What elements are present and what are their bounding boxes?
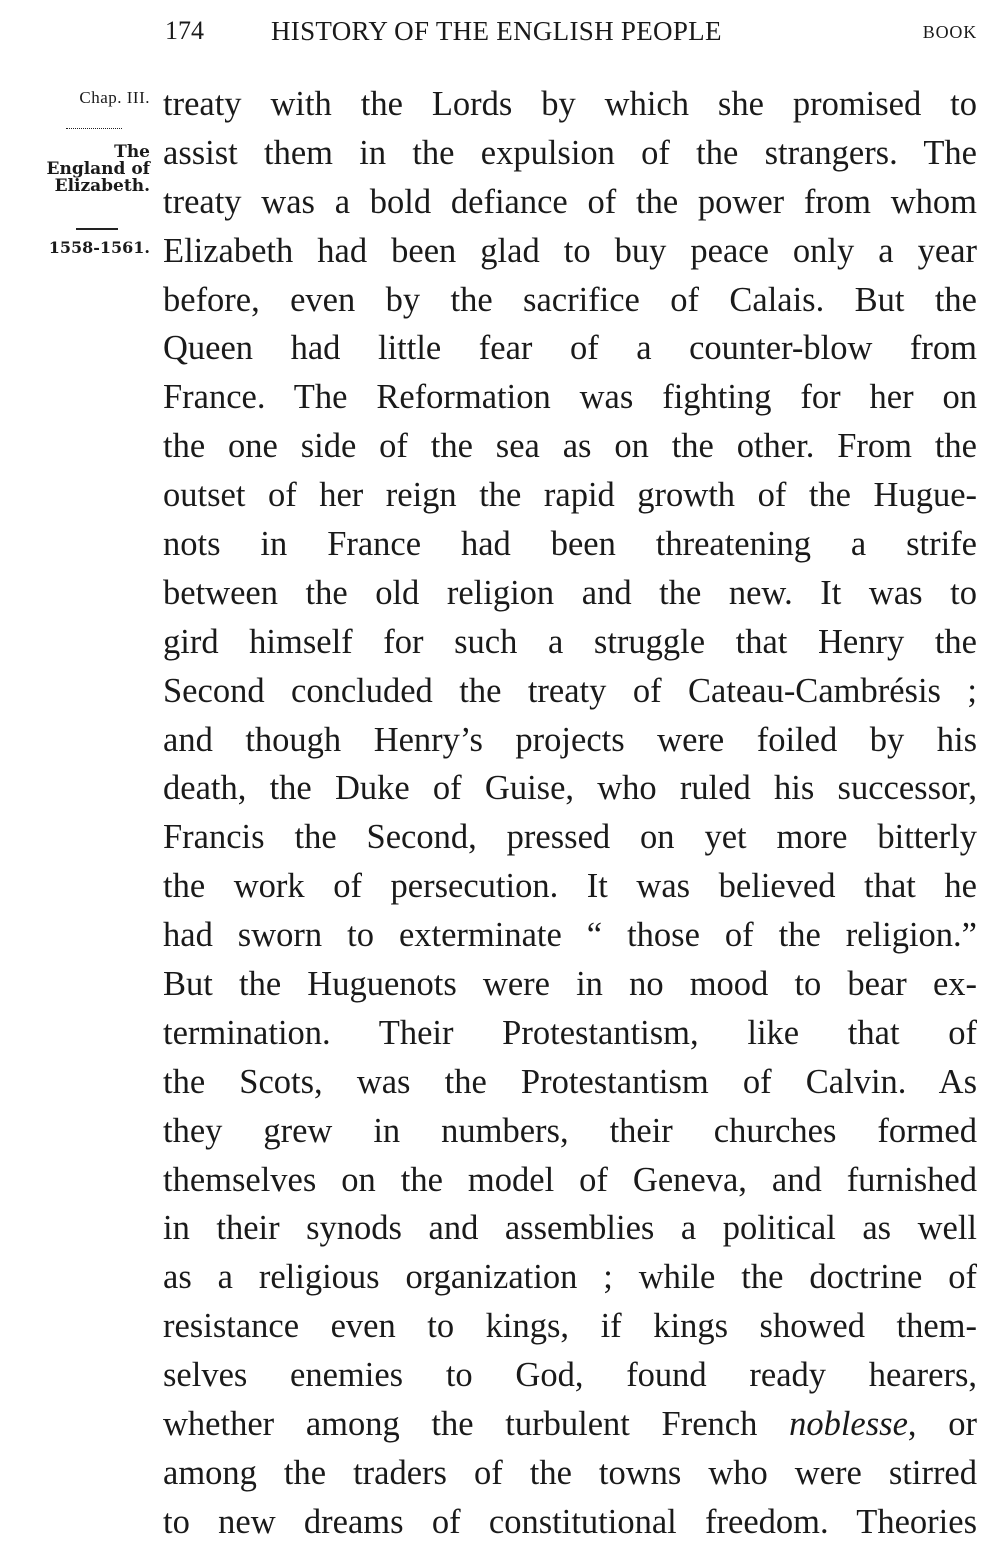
text-line: themselves on the model of Geneva, and furnished (163, 1160, 977, 1199)
text-line: assist them in the expulsion of the strangers. The (163, 133, 977, 172)
text-line: treaty was a bold defiance of the power from whom (163, 182, 977, 221)
text-line-part: whether among the turbulent French (163, 1405, 758, 1444)
text-line: in their synods and assemblies a political as well (163, 1209, 977, 1248)
book-label: BOOK (922, 22, 977, 42)
running-title: HISTORY OF THE ENGLISH PEOPLE (271, 16, 722, 46)
text-line: nots in France had been threatening a strife (163, 525, 977, 564)
page-number: 174 (165, 16, 204, 45)
text-line: Francis the Second, pressed on yet more bitterly (163, 818, 977, 857)
text-line: But the Huguenots were in no mood to bear ex- (163, 965, 977, 1004)
text-line: termination. Their Protestantism, like that of (163, 1013, 977, 1052)
text-line (163, 1400, 977, 1449)
section-title-line: England of (46, 159, 150, 179)
running-header (165, 12, 977, 52)
text-line: Second concluded the treaty of Cateau-Cambrésis ; (163, 671, 977, 710)
text-line: death, the Duke of Guise, who ruled his successor, (163, 769, 977, 808)
text-line: the Scots, was the Protestantism of Calvin. As (163, 1062, 977, 1101)
section-title-line: Elizabeth. (54, 176, 150, 196)
date-range: 1558-1561. (48, 238, 150, 257)
text-line: among the traders of the towns who were stirred (163, 1453, 977, 1492)
text-line: gird himself for such a struggle that Henry the (163, 622, 977, 661)
body-text (163, 80, 977, 1547)
text-line: selves enemies to God, found ready hearers, (163, 1356, 977, 1395)
text-line: France. The Reformation was fighting for her on (163, 378, 977, 417)
section-title-line: The (114, 142, 150, 162)
text-line: Queen had little fear of a counter-blow from (163, 329, 977, 368)
text-line: outset of her reign the rapid growth of the Hugue- (163, 476, 977, 515)
chapter-label: Chap. III. (79, 88, 150, 107)
text-line: to new dreams of constitutional freedom. Theories (163, 1502, 977, 1541)
text-line: Elizabeth had been glad to buy peace only a year (163, 231, 977, 270)
text-line: treaty with the Lords by which she promised to (163, 85, 977, 123)
text-line: they grew in numbers, their churches formed (163, 1111, 977, 1150)
section-title (8, 144, 150, 195)
text-line: had sworn to exterminate “ those of the religion.” (163, 916, 977, 955)
text-line: between the old religion and the new. It was to (163, 573, 977, 612)
italic-term: noblesse (789, 1405, 908, 1444)
text-line: as a religious organization ; while the doctrine of (163, 1258, 977, 1297)
text-line: the work of persecution. It was believed that he (163, 867, 977, 906)
text-line: and though Henry’s projects were foiled by his (163, 720, 977, 759)
dotted-divider (66, 128, 122, 129)
text-line: resistance even to kings, if kings showed them- (163, 1307, 977, 1346)
text-line-part: , or (907, 1405, 977, 1444)
solid-divider (76, 228, 118, 230)
text-line: before, even by the sacrifice of Calais. But the (163, 280, 977, 319)
text-line: the one side of the sea as on the other. From the (163, 427, 977, 466)
